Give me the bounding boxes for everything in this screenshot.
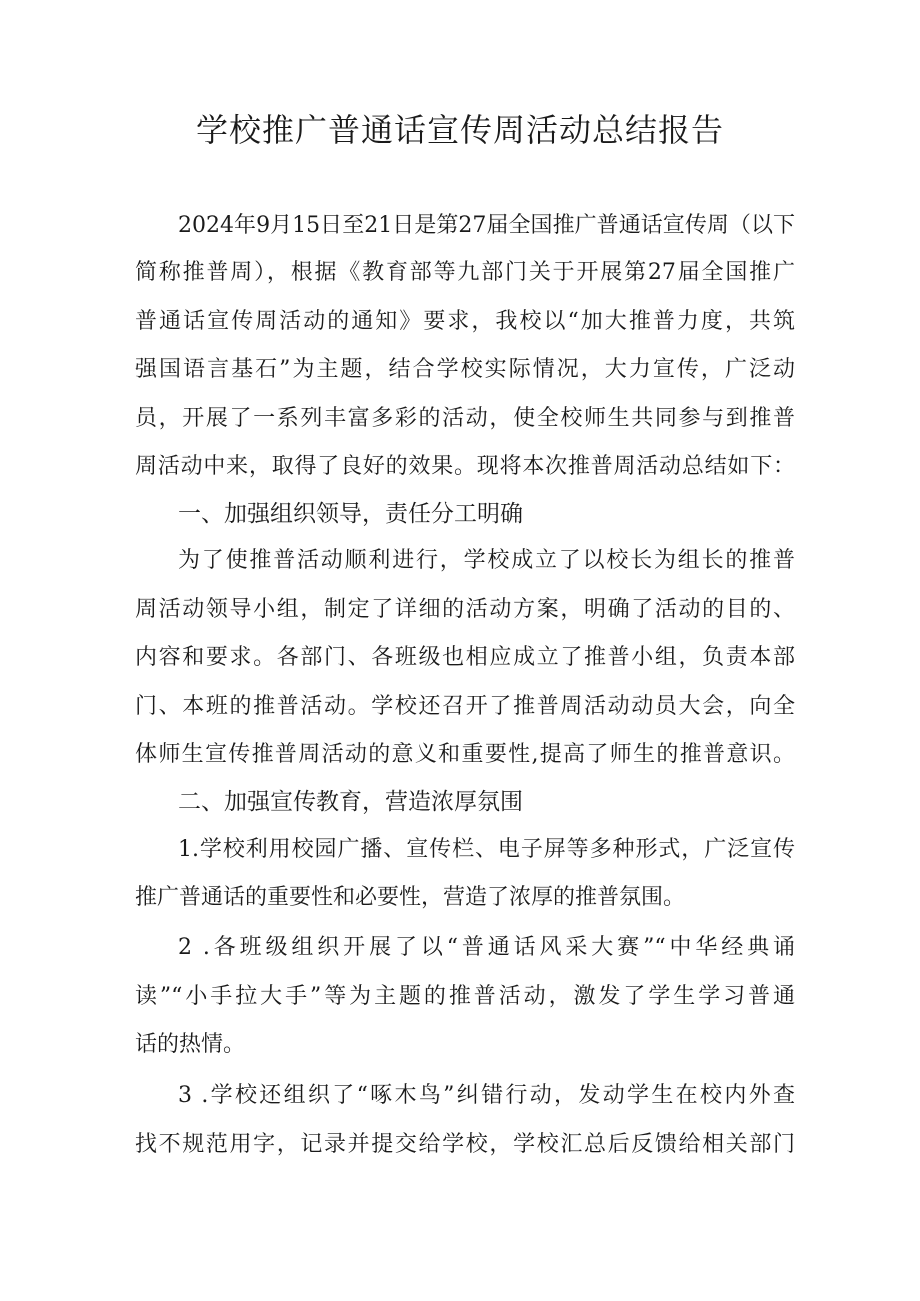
section-heading: 一、加强组织领导，责任分工明确 <box>178 501 523 527</box>
list-item-line: 读”“小手拉大手”等为主题的推普活动，激发了学生学习普通 <box>135 984 795 1009</box>
intro-line: 员，开展了一系列丰富多彩的活动，使全校师生共同参与到推普 <box>135 406 795 431</box>
list-item-line: 2 .各班级组织开展了以“普通话风采大赛”“中华经典诵 <box>178 935 795 960</box>
list-item-line: 话的热情。 <box>135 1032 246 1057</box>
list-item-line: 3 .学校还组织了“啄木鸟”纠错行动，发动学生在校内外查 <box>178 1083 795 1108</box>
intro-line: 周活动中来，取得了良好的效果。现将本次推普周活动总结如下： <box>135 454 795 479</box>
page-title: 学校推广普通话宣传周活动总结报告 <box>195 111 724 149</box>
intro-line: 强国语言基石”为主题，结合学校实际情况，大力宣传，广泛动 <box>135 357 795 382</box>
list-item-line: 1.学校利用校园广播、宣传栏、电子屏等多种形式，广泛宣传 <box>178 837 795 862</box>
paragraph-line: 门、本班的推普活动。学校还召开了推普周活动动员大会，向全 <box>135 694 795 719</box>
list-item-line: 推广普通话的重要性和必要性，营造了浓厚的推普氛围。 <box>135 885 686 910</box>
intro-line: 简称推普周），根据《教育部等九部门关于开展第27届全国推广 <box>135 260 795 285</box>
paragraph-line: 内容和要求。各部门、各班级也相应成立了推普小组，负责本部 <box>135 645 795 670</box>
section-heading: 二、加强宣传教育，营造浓厚氛围 <box>178 789 523 815</box>
paragraph-line: 周活动领导小组，制定了详细的活动方案，明确了活动的目的、 <box>135 597 795 622</box>
paragraph-line: 体师生宣传推普周活动的意义和重要性,提高了师生的推普意识。 <box>135 742 795 767</box>
intro-line: 2024年9月15日至21日是第27届全国推广普通话宣传周（以下 <box>178 213 795 238</box>
list-item-line: 找不规范用字，记录并提交给学校，学校汇总后反馈给相关部门 <box>135 1132 795 1157</box>
paragraph-line: 为了使推普活动顺利进行，学校成立了以校长为组长的推普 <box>178 548 795 573</box>
intro-line: 普通话宣传周活动的通知》要求，我校以“加大推普力度，共筑 <box>135 309 795 334</box>
